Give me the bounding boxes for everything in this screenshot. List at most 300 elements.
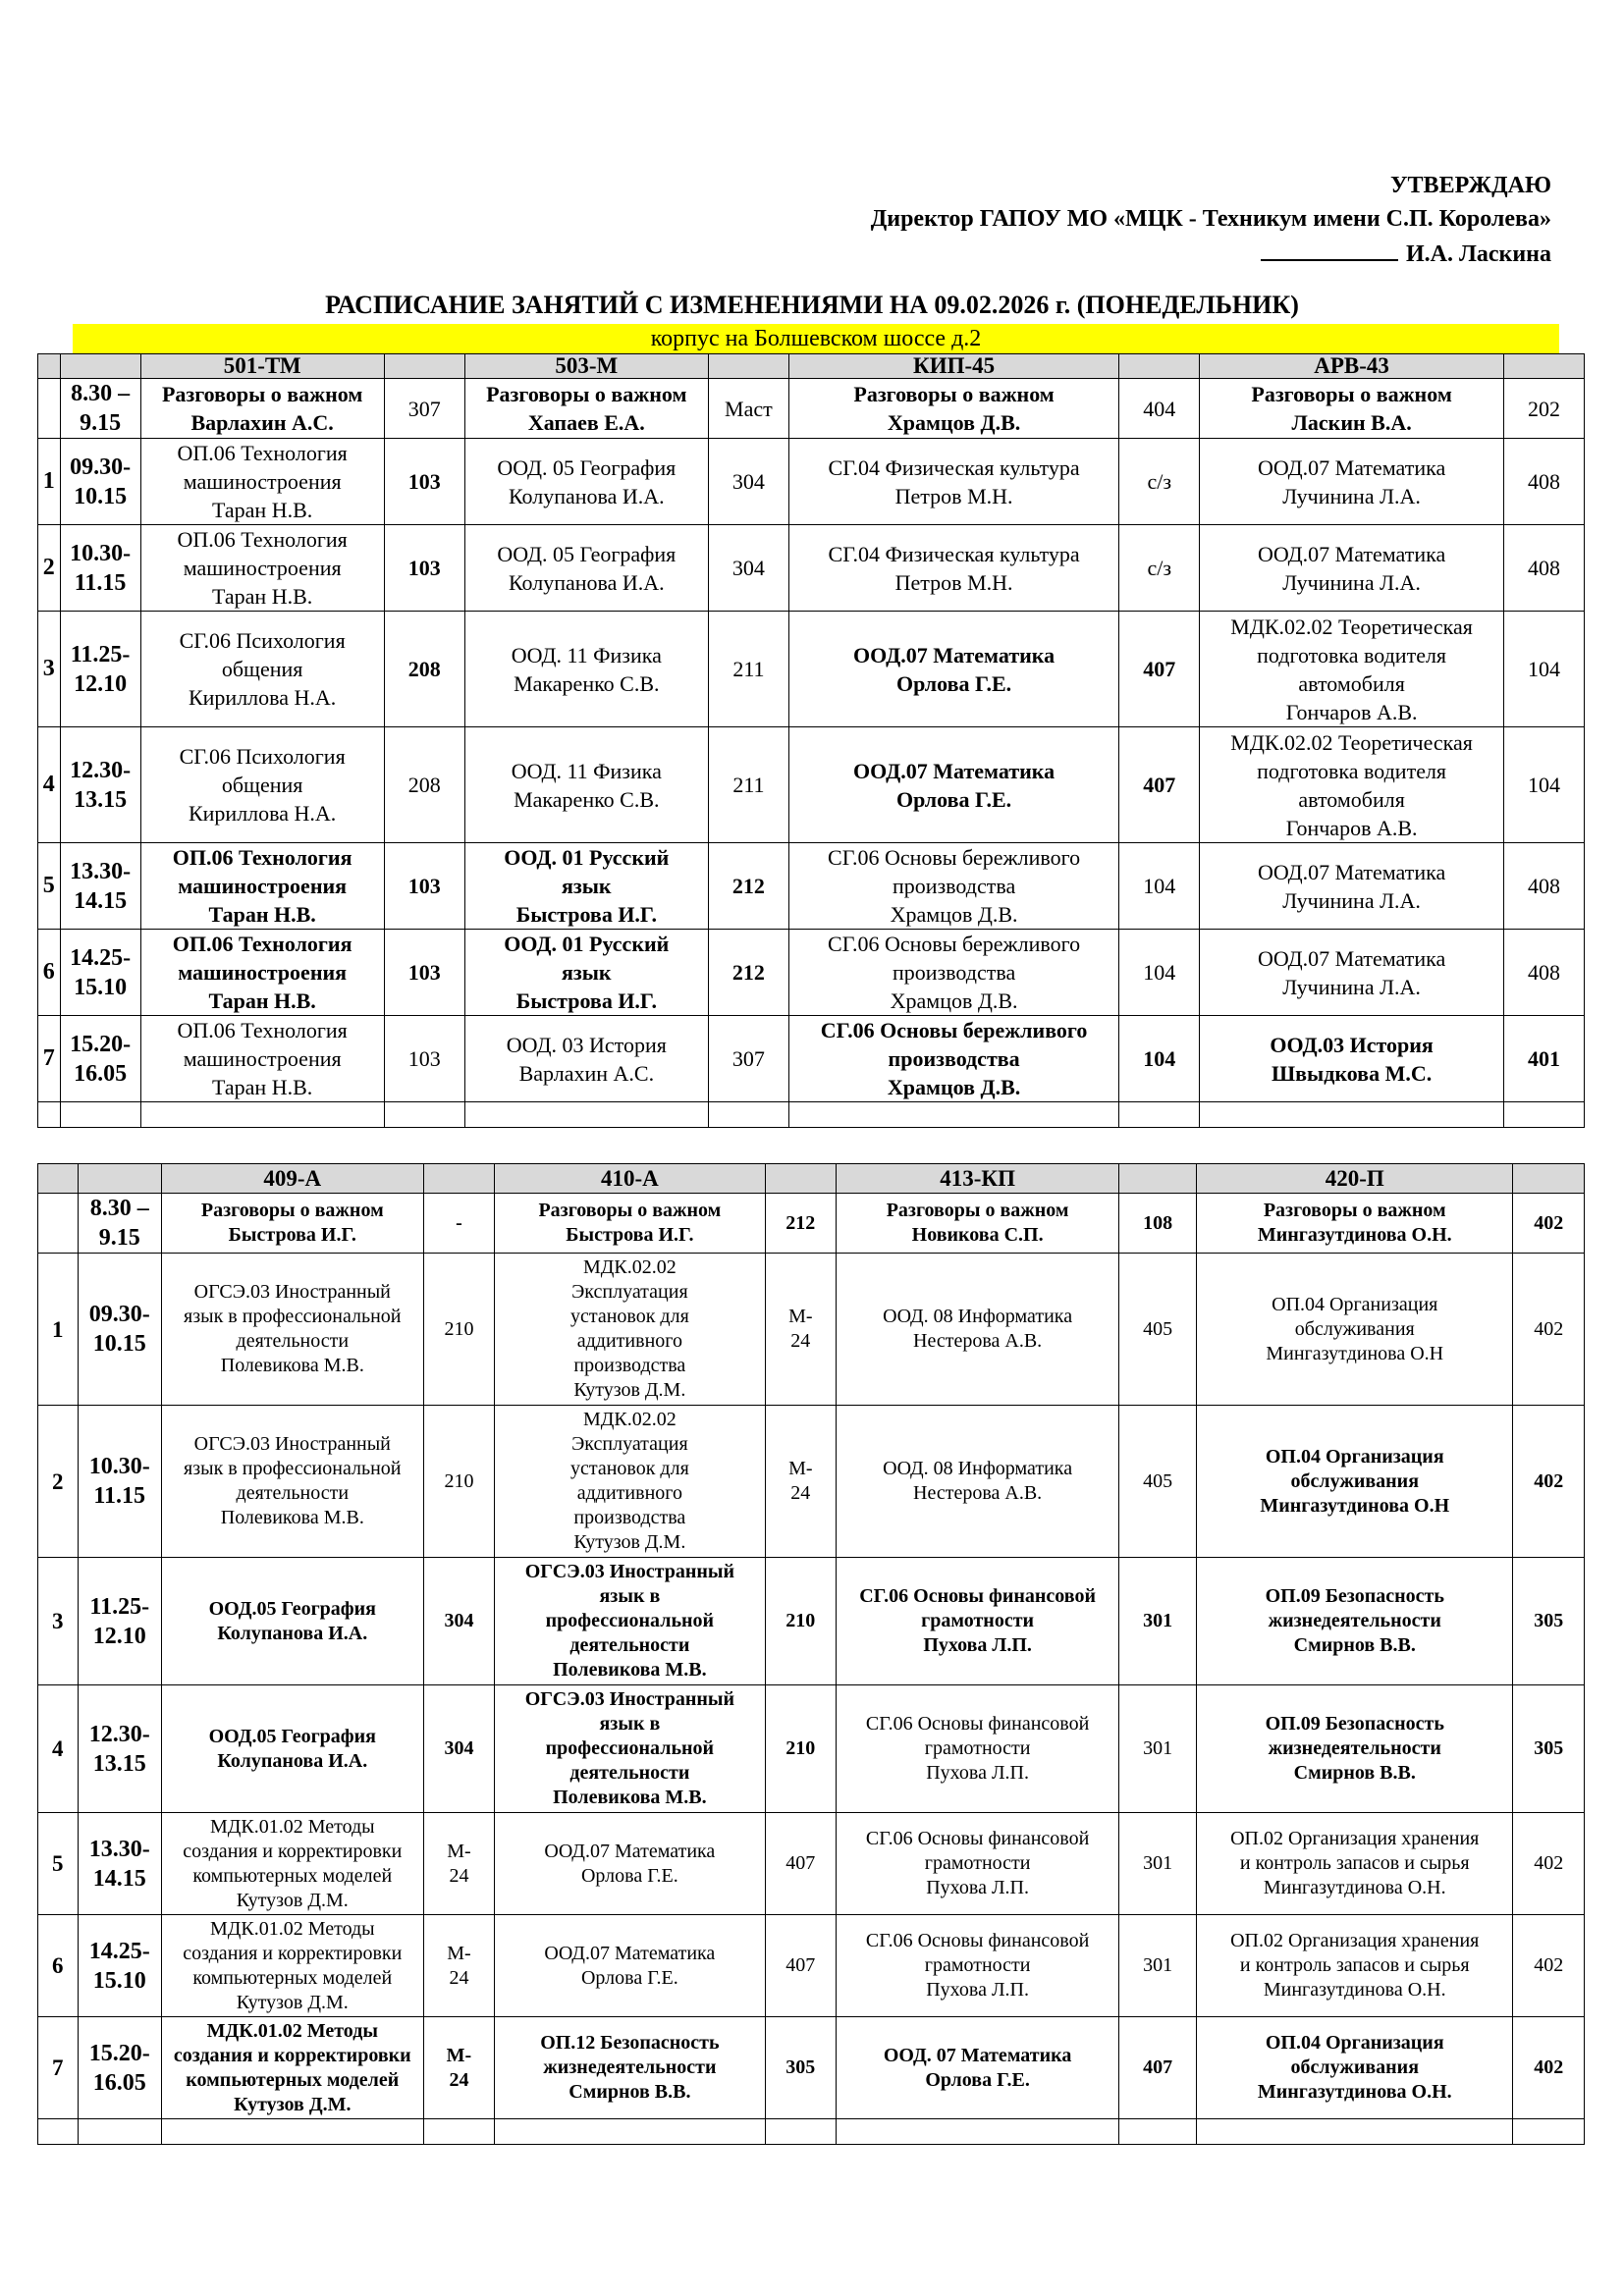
subject-line: язык в профессиональной bbox=[184, 1306, 402, 1327]
room-cell: 211 bbox=[708, 612, 788, 727]
subject-cell bbox=[161, 1813, 423, 1915]
subject-line: производства bbox=[573, 1507, 686, 1528]
subject-cell bbox=[495, 1194, 765, 1254]
subject-line: Кутузов Д.М. bbox=[573, 1379, 686, 1401]
lesson-time bbox=[78, 1558, 161, 1685]
subject-line: ООД.07 Математика bbox=[853, 642, 1056, 667]
subject-line: МДК.02.02 bbox=[582, 1256, 677, 1278]
subject-line: ОГСЭ.03 Иностранный bbox=[193, 1433, 391, 1455]
room-cell: 405 bbox=[1119, 1254, 1197, 1406]
subject-line: Полевикова М.В. bbox=[220, 1355, 364, 1376]
subject-cell bbox=[140, 439, 384, 525]
subject-line: ОП.09 Безопасность bbox=[1265, 1585, 1444, 1607]
lesson-row bbox=[38, 1558, 1585, 1685]
subject-line: Пухова Л.П. bbox=[926, 1979, 1029, 2001]
subject-line: МДК.01.02 Методы bbox=[209, 1815, 375, 1838]
room-cell: 404 bbox=[1119, 379, 1200, 439]
subject-line: СГ.06 Основы финансовой bbox=[865, 1828, 1090, 1849]
subject-line: Быстрова И.Г. bbox=[515, 902, 657, 927]
time-line: 11.25- bbox=[70, 641, 131, 667]
room-cell: М- 24 bbox=[423, 1813, 495, 1915]
subject-line: грамотности bbox=[924, 1852, 1031, 1874]
room-cell: 210 bbox=[423, 1254, 495, 1406]
room-cell: 212 bbox=[765, 1194, 837, 1254]
lesson-time bbox=[60, 930, 140, 1016]
subject-line: производства bbox=[888, 1046, 1020, 1071]
subject-line: язык в профессиональной bbox=[184, 1458, 402, 1479]
subject-cell bbox=[1200, 930, 1504, 1016]
subject-line: ОП.06 Технология bbox=[177, 527, 348, 552]
time-line: 16.05 bbox=[92, 2069, 146, 2096]
empty-cell bbox=[1119, 1102, 1200, 1128]
empty-cell bbox=[140, 1102, 384, 1128]
subject-line: машиностроения bbox=[178, 874, 348, 898]
time-line: 09.30- bbox=[88, 1302, 150, 1327]
subject-line: СГ.06 Психология bbox=[179, 744, 346, 769]
subject-cell bbox=[140, 727, 384, 843]
room-cell: 402 bbox=[1513, 2017, 1585, 2119]
subject-cell bbox=[464, 525, 708, 612]
subject-line: Орлова Г.Е. bbox=[896, 670, 1012, 696]
time-line: 12.10 bbox=[92, 1623, 146, 1649]
subject-line: МДК.02.02 bbox=[582, 1409, 677, 1430]
empty-cell bbox=[1513, 2119, 1585, 2145]
subject-line: жизнедеятельности bbox=[1268, 1737, 1441, 1759]
subject-line: СГ.04 Физическая культура bbox=[828, 541, 1080, 566]
subject-cell bbox=[464, 439, 708, 525]
subject-line: Орлова Г.Е. bbox=[925, 2068, 1030, 2091]
subject-line: ОП.02 Организация хранения bbox=[1230, 1828, 1480, 1849]
room-cell: 402 bbox=[1513, 1406, 1585, 1558]
subject-line: Разговоры о важном bbox=[486, 382, 687, 406]
room-cell: 408 bbox=[1503, 930, 1584, 1016]
header-blank-cell bbox=[423, 1164, 495, 1194]
room-cell: 212 bbox=[708, 843, 788, 930]
subject-line: Пухова Л.П. bbox=[926, 1877, 1029, 1898]
room-cell: М- 24 bbox=[765, 1406, 837, 1558]
subject-line: Храмцов Д.В. bbox=[890, 988, 1018, 1013]
room-cell: 104 bbox=[1119, 843, 1200, 930]
subject-cell bbox=[837, 2017, 1119, 2119]
lesson-number: 3 bbox=[38, 612, 61, 727]
subject-cell bbox=[161, 1558, 423, 1685]
group-name-header: 501-ТМ bbox=[140, 354, 384, 379]
time-line: 10.30- bbox=[88, 1454, 150, 1479]
time-line: 16.05 bbox=[74, 1060, 128, 1087]
empty-cell bbox=[423, 2119, 495, 2145]
empty-cell bbox=[495, 2119, 765, 2145]
time-line: 15.20- bbox=[88, 2040, 150, 2066]
group-name-header: АРВ-43 bbox=[1200, 354, 1504, 379]
subject-line: Пухова Л.П. bbox=[926, 1762, 1029, 1784]
group-name-header: 420-П bbox=[1197, 1164, 1513, 1194]
subject-line: ОП.12 Безопасность bbox=[540, 2032, 720, 2054]
room-cell: 304 bbox=[423, 1685, 495, 1813]
subject-cell bbox=[837, 1915, 1119, 2017]
subject-cell bbox=[1200, 379, 1504, 439]
lesson-time bbox=[60, 439, 140, 525]
empty-cell bbox=[788, 1102, 1118, 1128]
room-cell: Маст bbox=[708, 379, 788, 439]
subject-line: Разговоры о важном bbox=[853, 382, 1055, 406]
lesson-time bbox=[60, 727, 140, 843]
lesson-time bbox=[78, 1406, 161, 1558]
subject-line: Разговоры о важном bbox=[538, 1200, 722, 1221]
room-cell: 304 bbox=[708, 525, 788, 612]
lesson-row bbox=[38, 1813, 1585, 1915]
subject-cell bbox=[837, 1813, 1119, 1915]
subject-line: СГ.06 Основы бережливого bbox=[820, 1018, 1088, 1042]
lesson-time bbox=[60, 1016, 140, 1102]
subject-cell bbox=[161, 1915, 423, 2017]
subject-line: обслуживания bbox=[1294, 1317, 1415, 1340]
subject-line: профессиональной bbox=[545, 1737, 715, 1759]
subject-line: ООД.07 Математика bbox=[1257, 541, 1446, 566]
time-line: 09.30- bbox=[70, 454, 132, 480]
subject-line: установок для bbox=[569, 1458, 689, 1479]
room-cell: 304 bbox=[423, 1558, 495, 1685]
room-cell: 305 bbox=[765, 2017, 837, 2119]
subject-line: создания и корректировки bbox=[173, 2044, 411, 2066]
room-cell: 103 bbox=[384, 1016, 464, 1102]
signature-blank bbox=[1261, 236, 1398, 261]
subject-cell bbox=[464, 612, 708, 727]
subject-line: СГ.06 Основы финансовой bbox=[859, 1585, 1096, 1607]
subject-line: машиностроения bbox=[183, 1046, 342, 1071]
subject-line: Полевикова М.В. bbox=[553, 1787, 707, 1808]
header-blank-cell bbox=[1119, 1164, 1197, 1194]
subject-line: деятельности bbox=[569, 1762, 690, 1784]
lesson-number: 7 bbox=[38, 1016, 61, 1102]
subject-cell bbox=[788, 439, 1118, 525]
lesson-time bbox=[60, 612, 140, 727]
subject-line: ООД. 08 Информатика bbox=[883, 1458, 1073, 1479]
subject-cell bbox=[140, 1016, 384, 1102]
subject-line: Лучинина Л.А. bbox=[1282, 569, 1421, 595]
subject-line: ОП.04 Организация bbox=[1265, 1445, 1444, 1468]
subject-cell bbox=[1197, 1194, 1513, 1254]
group-name-header: 409-А bbox=[161, 1164, 423, 1194]
subject-line: Храмцов Д.В. bbox=[890, 902, 1018, 927]
room-cell: 402 bbox=[1513, 1813, 1585, 1915]
room-cell: 407 bbox=[765, 1915, 837, 2017]
subject-line: обслуживания bbox=[1290, 1469, 1420, 1492]
lesson-number: 1 bbox=[38, 1254, 79, 1406]
time-line: 12.30- bbox=[88, 1721, 150, 1747]
page-title: РАСПИСАНИЕ ЗАНЯТИЙ С ИЗМЕНЕНИЯМИ НА 09.02.2026 г. (ПОНЕДЕЛЬНИК) bbox=[325, 291, 1299, 319]
subject-line: Варлахин А.С. bbox=[518, 1060, 655, 1086]
header-blank-cell bbox=[384, 354, 464, 379]
subject-line: ОП.02 Организация хранения bbox=[1230, 1930, 1480, 1951]
subject-line: жизнедеятельности bbox=[543, 2056, 717, 2078]
empty-cell bbox=[464, 1102, 708, 1128]
subject-line: Ласкин В.А. bbox=[1291, 410, 1412, 435]
subject-cell bbox=[140, 525, 384, 612]
subject-line: Варлахин А.С. bbox=[190, 410, 334, 435]
subject-line: ООД. 08 Информатика bbox=[883, 1306, 1073, 1327]
lesson-row bbox=[38, 1016, 1585, 1102]
subject-line: Разговоры о важном bbox=[1263, 1200, 1446, 1221]
schedule-table-2 bbox=[37, 1163, 1585, 2145]
subject-line: Полевикова М.В. bbox=[220, 1507, 364, 1528]
subject-line: Кутузов Д.М. bbox=[573, 1531, 686, 1553]
subject-line: Гончаров А.В. bbox=[1285, 699, 1418, 724]
room-cell: 301 bbox=[1119, 1685, 1197, 1813]
subject-cell bbox=[495, 1915, 765, 2017]
subject-line: ОГСЭ.03 Иностранный bbox=[524, 1688, 735, 1710]
subject-cell bbox=[140, 843, 384, 930]
subject-line: Мингазутдинова О.Н bbox=[1266, 1342, 1444, 1364]
subject-line: язык в bbox=[599, 1713, 661, 1735]
lesson-row bbox=[38, 439, 1585, 525]
room-cell: 301 bbox=[1119, 1915, 1197, 2017]
header-blank-cell bbox=[60, 354, 140, 379]
subject-cell bbox=[837, 1194, 1119, 1254]
room-cell: 305 bbox=[1513, 1685, 1585, 1813]
lesson-row bbox=[38, 930, 1585, 1016]
time-line: 14.15 bbox=[92, 1865, 146, 1892]
room-cell: 210 bbox=[765, 1558, 837, 1685]
subject-line: Храмцов Д.В. bbox=[887, 1075, 1021, 1099]
header-blank-cell bbox=[1503, 354, 1584, 379]
room-cell: 307 bbox=[708, 1016, 788, 1102]
lesson-number: 3 bbox=[38, 1558, 79, 1685]
subject-line: Таран Н.В. bbox=[212, 498, 313, 522]
room-cell: 407 bbox=[1119, 612, 1200, 727]
time-line: 15.10 bbox=[74, 974, 128, 1000]
subject-line: и контроль запасов и сырья bbox=[1239, 1954, 1470, 1976]
subject-line: Орлова Г.Е. bbox=[580, 1864, 678, 1887]
subject-cell bbox=[788, 1016, 1118, 1102]
subject-line: СГ.06 Основы бережливого bbox=[828, 845, 1081, 870]
subject-line: ОГСЭ.03 Иностранный bbox=[524, 1561, 735, 1582]
subject-line: и контроль запасов и сырья bbox=[1239, 1852, 1470, 1874]
group-name-header: КИП-45 bbox=[788, 354, 1118, 379]
lesson-time bbox=[78, 1685, 161, 1813]
subject-line: Таран Н.В. bbox=[212, 584, 313, 609]
subject-cell bbox=[788, 379, 1118, 439]
empty-cell bbox=[38, 2119, 79, 2145]
lesson-number: 4 bbox=[38, 727, 61, 843]
lesson-row bbox=[38, 525, 1585, 612]
subject-line: Смирнов В.В. bbox=[568, 2081, 691, 2103]
lesson-time bbox=[78, 2017, 161, 2119]
subject-line: СГ.06 Основы бережливого bbox=[828, 932, 1081, 956]
subject-line: Пухова Л.П. bbox=[923, 1634, 1032, 1656]
subject-line: ООД. 01 Русский bbox=[504, 932, 670, 956]
lesson-number: 2 bbox=[38, 1406, 79, 1558]
subject-line: Колупанова И.А. bbox=[508, 569, 665, 595]
subject-line: Нестерова А.В. bbox=[913, 1482, 1043, 1504]
approval-block bbox=[805, 169, 1551, 271]
subject-line: СГ.04 Физическая культура bbox=[828, 454, 1080, 480]
group-name-header: 413-КП bbox=[837, 1164, 1119, 1194]
subject-line: автомобиля bbox=[1298, 786, 1405, 812]
subject-line: Разговоры о важном bbox=[161, 382, 363, 406]
subject-cell bbox=[140, 930, 384, 1016]
room-cell: 304 bbox=[708, 439, 788, 525]
subject-line: Гончаров А.В. bbox=[1285, 815, 1418, 840]
room-cell: 301 bbox=[1119, 1813, 1197, 1915]
subject-line: СГ.06 Основы финансовой bbox=[865, 1930, 1090, 1951]
room-cell: 405 bbox=[1119, 1406, 1197, 1558]
subject-line: грамотности bbox=[921, 1610, 1035, 1631]
lesson-row bbox=[38, 1406, 1585, 1558]
room-cell: 407 bbox=[1119, 2017, 1197, 2119]
subject-line: аддитивного bbox=[576, 1330, 682, 1352]
group-name-header: 503-М bbox=[464, 354, 708, 379]
time-line: 13.15 bbox=[74, 786, 128, 813]
subject-line: Орлова Г.Е. bbox=[580, 1966, 678, 1989]
subject-cell bbox=[837, 1685, 1119, 1813]
subject-cell bbox=[495, 1406, 765, 1558]
room-cell: М- 24 bbox=[423, 2017, 495, 2119]
subject-line: Лучинина Л.А. bbox=[1282, 483, 1421, 508]
header-blank-cell bbox=[708, 354, 788, 379]
building-subtitle: корпус на Болшевском шоссе д.2 bbox=[73, 324, 1559, 353]
subject-cell bbox=[464, 379, 708, 439]
time-line: 11.15 bbox=[93, 1483, 146, 1509]
subject-line: ОП.04 Организация bbox=[1265, 2032, 1444, 2054]
room-cell: 211 bbox=[708, 727, 788, 843]
subject-cell bbox=[161, 1194, 423, 1254]
subject-line: ОП.06 Технология bbox=[172, 932, 352, 956]
header-blank-cell bbox=[38, 354, 61, 379]
time-line: 13.30- bbox=[88, 1836, 150, 1862]
room-cell: 307 bbox=[384, 379, 464, 439]
subject-cell bbox=[495, 1558, 765, 1685]
subject-line: СГ.06 Основы финансовой bbox=[865, 1713, 1090, 1735]
subject-cell bbox=[495, 1685, 765, 1813]
header-blank-cell bbox=[765, 1164, 837, 1194]
lesson-row bbox=[38, 1254, 1585, 1406]
time-line: 15.20- bbox=[70, 1031, 132, 1057]
subject-line: Швыдкова М.С. bbox=[1272, 1060, 1433, 1086]
lesson-row bbox=[38, 2017, 1585, 2119]
subject-line: ООД.05 География bbox=[208, 1597, 376, 1620]
subject-line: Мингазутдинова О.Н. bbox=[1257, 1224, 1452, 1246]
subject-line: Мингазутдинова О.Н. bbox=[1263, 1979, 1446, 2001]
subject-line: ОП.04 Организация bbox=[1272, 1293, 1438, 1315]
subject-cell bbox=[161, 1685, 423, 1813]
room-cell: с/з bbox=[1119, 525, 1200, 612]
subject-line: Эксплуатация bbox=[571, 1281, 688, 1303]
subject-cell bbox=[464, 843, 708, 930]
subject-cell bbox=[1197, 1915, 1513, 2017]
subject-cell bbox=[464, 1016, 708, 1102]
group-name-header: 410-А bbox=[495, 1164, 765, 1194]
subject-line: Смирнов В.В. bbox=[1293, 1762, 1416, 1784]
room-cell: 301 bbox=[1119, 1558, 1197, 1685]
subject-line: ООД.07 Математика bbox=[1257, 859, 1446, 884]
subject-line: грамотности bbox=[924, 1737, 1031, 1759]
header-blank-cell bbox=[1513, 1164, 1585, 1194]
room-cell: 103 bbox=[384, 843, 464, 930]
header-blank-cell bbox=[78, 1164, 161, 1194]
subject-cell bbox=[495, 1813, 765, 1915]
empty-cell bbox=[384, 1102, 464, 1128]
subject-line: Кириллова Н.А. bbox=[188, 801, 337, 826]
subject-line: производства bbox=[892, 960, 1016, 985]
subject-cell bbox=[464, 727, 708, 843]
time-line: 14.15 bbox=[74, 887, 128, 914]
empty-cell bbox=[60, 1102, 140, 1128]
empty-cell bbox=[1197, 2119, 1513, 2145]
subject-line: МДК.01.02 Методы bbox=[209, 1917, 375, 1940]
subject-line: Разговоры о важном bbox=[200, 1200, 384, 1221]
subject-line: общения bbox=[221, 657, 303, 681]
empty-row bbox=[38, 2119, 1585, 2145]
subject-line: жизнедеятельности bbox=[1268, 1610, 1441, 1631]
subject-line: обслуживания bbox=[1290, 2056, 1420, 2078]
room-cell: 208 bbox=[384, 612, 464, 727]
subject-cell bbox=[140, 379, 384, 439]
lesson-number: 5 bbox=[38, 843, 61, 930]
subject-line: Колупанова И.А. bbox=[217, 1749, 368, 1772]
lesson-number: 6 bbox=[38, 1915, 79, 2017]
room-cell: 202 bbox=[1503, 379, 1584, 439]
time-line: 9.15 bbox=[80, 410, 122, 436]
schedule-table-1 bbox=[37, 353, 1585, 1128]
subject-line: ОП.09 Безопасность bbox=[1265, 1713, 1444, 1735]
empty-cell bbox=[78, 2119, 161, 2145]
lesson-time bbox=[60, 525, 140, 612]
lesson-number: 5 bbox=[38, 1813, 79, 1915]
subject-line: Быстрова И.Г. bbox=[228, 1224, 356, 1246]
subject-line: производства bbox=[573, 1355, 686, 1376]
subject-line: Таран Н.В. bbox=[208, 902, 316, 927]
room-cell: 104 bbox=[1503, 612, 1584, 727]
subject-cell bbox=[1197, 2017, 1513, 2119]
time-line: 12.10 bbox=[74, 670, 128, 697]
subject-line: Лучинина Л.А. bbox=[1282, 887, 1421, 913]
subject-line: Таран Н.В. bbox=[208, 988, 316, 1013]
subject-line: Мингазутдинова О.Н. bbox=[1263, 1877, 1446, 1898]
time-line: 10.30- bbox=[70, 540, 132, 566]
subject-line: машиностроения bbox=[183, 469, 342, 494]
group-header-row bbox=[38, 354, 1585, 379]
subject-line: Хапаев Е.А. bbox=[527, 410, 645, 435]
empty-cell bbox=[708, 1102, 788, 1128]
subject-line: ООД. 05 География bbox=[497, 541, 677, 566]
empty-cell bbox=[765, 2119, 837, 2145]
subject-cell bbox=[1197, 1558, 1513, 1685]
lesson-number: 1 bbox=[38, 439, 61, 525]
subject-cell bbox=[140, 612, 384, 727]
subject-line: Быстрова И.Г. bbox=[566, 1224, 694, 1246]
subject-cell bbox=[464, 930, 708, 1016]
room-cell: 407 bbox=[1119, 727, 1200, 843]
subject-cell bbox=[1200, 727, 1504, 843]
room-cell: 103 bbox=[384, 439, 464, 525]
room-cell: 103 bbox=[384, 930, 464, 1016]
subject-line: аддитивного bbox=[576, 1482, 682, 1504]
subject-line: ООД.07 Математика bbox=[1257, 454, 1446, 480]
time-line: 10.15 bbox=[74, 483, 128, 509]
empty-cell bbox=[38, 1102, 61, 1128]
subject-line: ООД.07 Математика bbox=[1257, 945, 1446, 971]
subject-line: Колупанова И.А. bbox=[217, 1622, 368, 1644]
subject-line: производства bbox=[892, 874, 1016, 898]
subject-line: Петров М.Н. bbox=[894, 483, 1013, 508]
subject-line: автомобиля bbox=[1298, 670, 1405, 696]
subject-line: Макаренко С.В. bbox=[514, 786, 660, 812]
room-cell: 407 bbox=[765, 1813, 837, 1915]
subject-cell bbox=[788, 525, 1118, 612]
lesson-number: 4 bbox=[38, 1685, 79, 1813]
time-line: 8.30 – bbox=[89, 1196, 149, 1221]
room-cell: М- 24 bbox=[765, 1254, 837, 1406]
